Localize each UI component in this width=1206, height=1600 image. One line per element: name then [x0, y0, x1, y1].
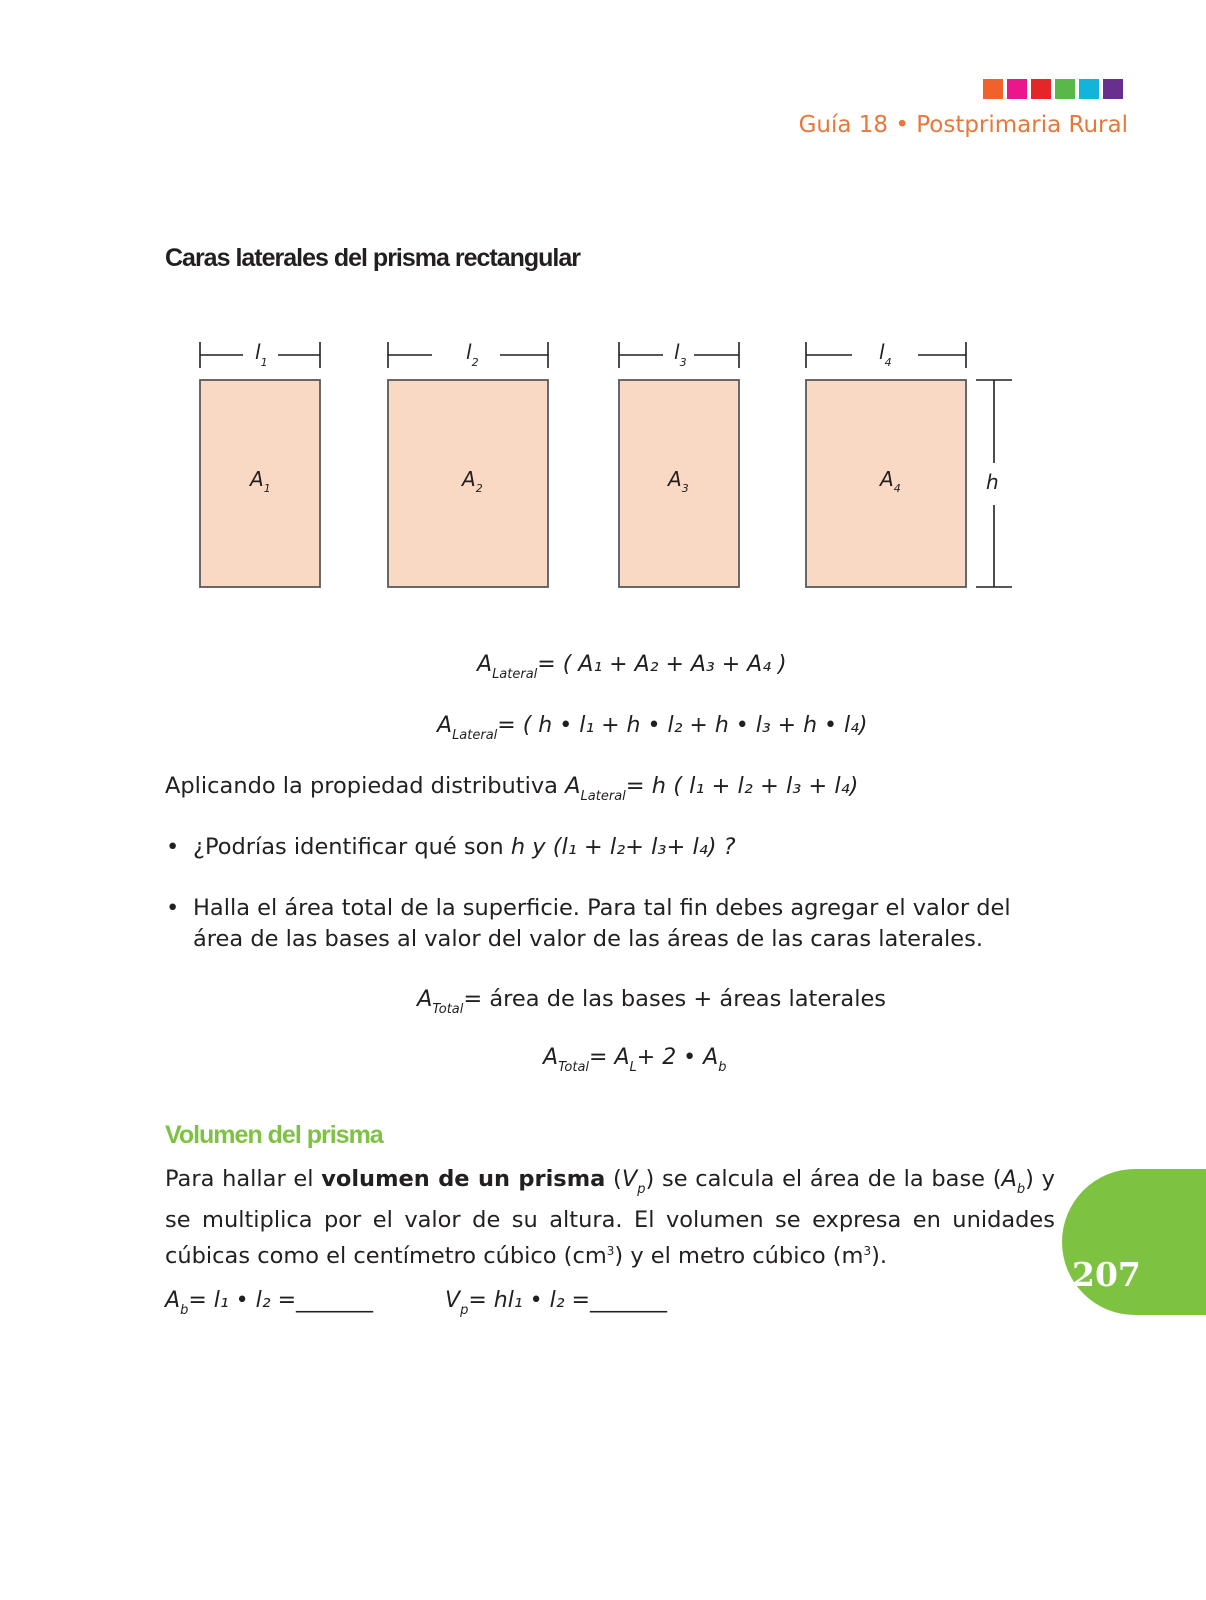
width-label-3: $l_3$: [674, 340, 687, 369]
area-label-4: $A_4$: [880, 467, 901, 495]
prism-faces-diagram: [0, 0, 1206, 610]
total-area-words: $A_{Total}=$ área de las bases + áreas laterales: [417, 986, 887, 1017]
width-label-1: $l_1$: [255, 340, 268, 369]
bullet-item: • Halla el área total de la superficie. Para tal fin debes agregar el valor del área de las bases al valor del valor de las áreas de las caras laterales.: [166, 895, 1011, 952]
base-area-formula: $A_b= l_1$ • l₂ =_______: [165, 1288, 374, 1318]
guide-label: Guía 18 • Postprimaria Rural: [798, 112, 1128, 138]
lateral-product-formula: $A_{Lateral}=$ ( h • l₁ + h • l₂ + h • l₃ + h • l₄): [437, 713, 868, 743]
width-label-4: $l_4$: [879, 340, 892, 369]
bullet-item: • ¿Podrías identificar qué son h y (l₁ + l₂+ l₃+ l₄) ?: [166, 834, 736, 860]
lateral-sum-formula: $A_{Lateral}=$ ( A₁ + A₂ + A₃ + A₄ ): [477, 652, 787, 682]
area-label-2: $A_2$: [462, 467, 483, 495]
section-title: Caras laterales del prisma rectangular: [165, 244, 581, 272]
volume-formula: $V_p= hl_1$ • l₂ =_______: [445, 1288, 667, 1318]
area-label-1: $A_1$: [250, 467, 271, 495]
volume-paragraph: Para hallar el volumen de un prisma $(V_p)$ se calcula el área de la base $(A_b)$ y se multiplica por el valor de su altura. El volumen se expresa en unidades cúbicas como el centímetro cúbico $(cm^3)$ y el metro cúbico $(m^3)$.: [165, 1166, 1055, 1269]
page-number: 207: [1072, 1255, 1141, 1294]
section-title: Volumen del prisma: [165, 1121, 383, 1149]
width-label-2: $l_2$: [466, 340, 479, 369]
height-label: h: [986, 470, 999, 494]
area-label-3: $A_3$: [668, 467, 689, 495]
distributive-line: Aplicando la propiedad distributiva $A_{Lateral}= h$ ( l₁ + l₂ + l₃ + l₄): [165, 773, 859, 804]
total-area-formula: $A_{Total}= A_L+ 2$ • $A_b$: [543, 1045, 727, 1075]
